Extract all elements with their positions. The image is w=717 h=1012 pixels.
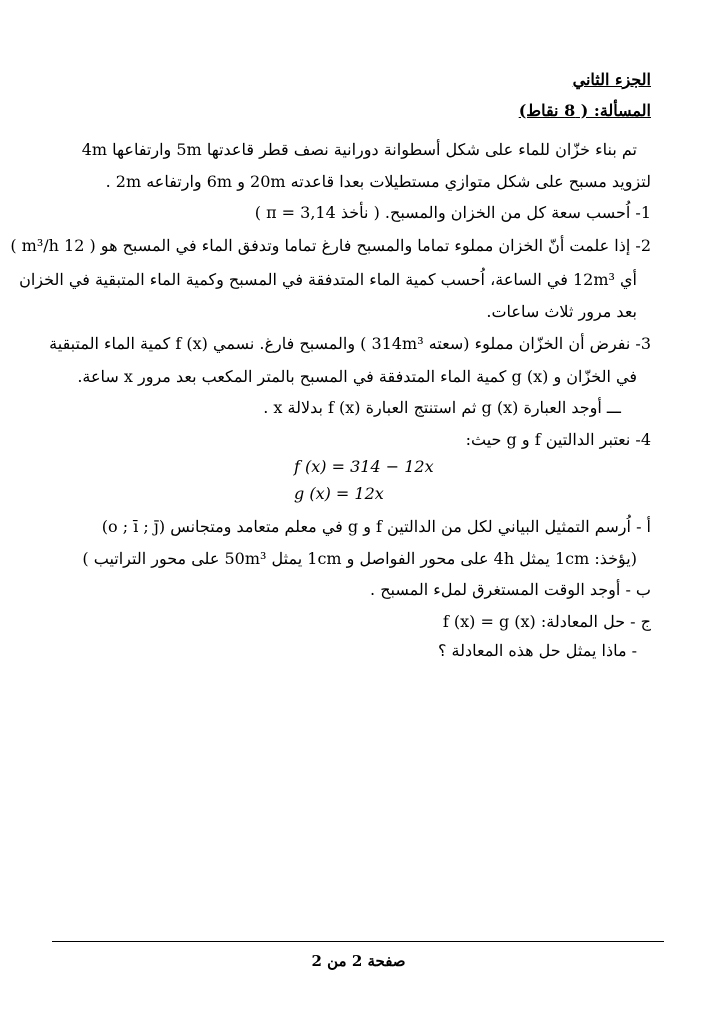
- question-4-intro: 4- نعتبر الدالتين f و g حيث:: [465, 430, 651, 449]
- intro-line-2: لتزويد مسبح على شكل متوازي مستطيلات بعدا قاعدته 20m و 6m وارتفاعه 2m .: [105, 172, 651, 191]
- section-heading: الجزء الثاني: [572, 70, 651, 89]
- question-2-line-2: أي 12m³ في الساعة، اُحسب كمية الماء المتدفقة في المسبح وكمية الماء المتبقية في الخزان: [19, 270, 637, 289]
- equation-f: f (x) = 314 − 12x: [294, 457, 434, 476]
- equation-g: g (x) = 12x: [294, 484, 384, 503]
- intro-line-1: تم بناء خزّان للماء على شكل أسطوانة دورانية نصف قطر قاعدتها 5m وارتفاعها 4m: [81, 140, 637, 159]
- question-2-line-3: بعد مرور ثلاث ساعات.: [486, 302, 637, 321]
- question-4a: أ - اُرسم التمثيل البياني لكل من الدالتين f و g في معلم متعامد ومتجانس (o ; ī ; j̄): [101, 517, 651, 536]
- question-1: 1- اُحسب سعة كل من الخزان والمسبح. ( نأخذ π = 3,14 ): [254, 203, 651, 222]
- footer-divider: [52, 941, 664, 942]
- question-3-line-3: ـــ أوجد العبارة g (x) ثم استنتج العبارة f (x) بدلالة x .: [263, 398, 621, 417]
- question-2-line-1: 2- إذا علمت أنّ الخزان مملوء تماما والمسبح فارغ تماما وتدفق الماء في المسبح هو ( 12 m³/h ): [10, 236, 651, 255]
- page-footer: صفحة 2 من 2: [311, 952, 406, 970]
- question-4c-sub: - ماذا يمثل حل هذه المعادلة ؟: [437, 641, 637, 660]
- question-4b: ب - أوجد الوقت المستغرق لملء المسبح .: [370, 580, 651, 599]
- question-3-line-2: في الخزّان و g (x) كمية الماء المتدفقة في المسبح بالمتر المكعب بعد مرور x ساعة.: [77, 367, 637, 386]
- question-3-line-1: 3- نفرض أن الخزّان مملوء (سعته 314m³ ) والمسبح فارغ. نسمي f (x) كمية الماء المتبقية: [49, 334, 651, 353]
- problem-title: المسألة: ( 8 نقاط): [518, 101, 651, 120]
- question-4c: ج - حل المعادلة: f (x) = g (x): [442, 612, 651, 631]
- question-4a-note: (يؤخذ: 1cm يمثل 4h على محور الفواصل و 1cm يمثل 50m³ على محور التراتيب ): [82, 549, 637, 568]
